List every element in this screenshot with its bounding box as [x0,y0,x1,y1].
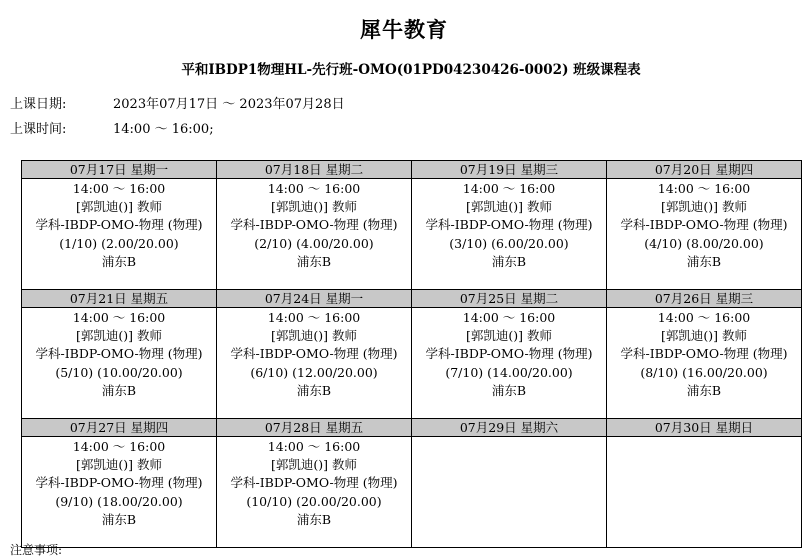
session-time: 14:00 ～ 16:00 [462,310,556,325]
session-location: 浦东B [491,382,527,398]
week-body-row [22,179,802,290]
session-subject: 学科-IBDP-OMO-物理 (物理) [620,346,788,362]
session-time: 14:00 ～ 16:00 [267,439,361,454]
session-subject: 学科-IBDP-OMO-物理 (物理) [35,346,203,362]
day-header: 07月29日 星期六 [412,419,607,437]
session-teacher: [郭凯迪()] 教师 [661,328,747,344]
day-cell [412,308,607,419]
session-subject: 学科-IBDP-OMO-物理 (物理) [620,217,788,233]
session-teacher: [郭凯迪()] 教师 [466,199,552,215]
schedule-subtitle: 平和IBDP1物理HL-先行班-OMO(01PD04230426-0002) 班级课程表 [181,62,641,78]
session-subject: 学科-IBDP-OMO-物理 (物理) [35,475,203,491]
day-header: 07月25日 星期二 [412,290,607,308]
day-cell [22,179,217,290]
session-time: 14:00 ～ 16:00 [72,310,166,325]
session-progress: (8/10) (16.00/20.00) [640,364,768,380]
session-teacher: [郭凯迪()] 教师 [271,457,357,473]
session-location: 浦东B [491,253,527,269]
session-time: 14:00 ～ 16:00 [657,310,751,325]
session-teacher: [郭凯迪()] 教师 [661,199,747,215]
day-cell [22,437,217,548]
session-progress: (5/10) (10.00/20.00) [55,364,183,380]
day-header: 07月17日 星期一 [22,161,217,179]
week-header-row [22,161,802,179]
footer-notes: 注意事项: [10,543,63,557]
session-teacher: [郭凯迪()] 教师 [466,328,552,344]
day-cell [22,308,217,419]
day-header: 07月27日 星期四 [22,419,217,437]
session-location: 浦东B [686,253,722,269]
session-progress: (1/10) (2.00/20.00) [59,235,179,251]
session-progress: (6/10) (12.00/20.00) [250,364,378,380]
day-header: 07月20日 星期四 [607,161,802,179]
session-teacher: [郭凯迪()] 教师 [76,457,162,473]
date-label: 上课日期: [10,97,67,112]
session-subject: 学科-IBDP-OMO-物理 (物理) [35,217,203,233]
session-location: 浦东B [101,253,137,269]
week-body-row [22,308,802,419]
session-teacher: [郭凯迪()] 教师 [76,199,162,215]
session-subject: 学科-IBDP-OMO-物理 (物理) [425,217,593,233]
session-subject: 学科-IBDP-OMO-物理 (物理) [230,217,398,233]
session-progress: (4/10) (8.00/20.00) [644,235,764,251]
week-header-row [22,290,802,308]
session-progress: (2/10) (4.00/20.00) [254,235,374,251]
day-header: 07月19日 星期三 [412,161,607,179]
time-value: 14:00 ～ 16:00; [113,122,214,137]
day-header: 07月30日 星期日 [607,419,802,437]
day-cell [217,437,412,548]
session-subject: 学科-IBDP-OMO-物理 (物理) [425,346,593,362]
day-cell-empty [412,437,607,548]
session-time: 14:00 ～ 16:00 [657,181,751,196]
day-header: 07月26日 星期三 [607,290,802,308]
page-title: 犀牛教育 [360,17,448,42]
session-location: 浦东B [101,382,137,398]
session-location: 浦东B [686,382,722,398]
session-time: 14:00 ～ 16:00 [72,439,166,454]
session-progress: (3/10) (6.00/20.00) [449,235,569,251]
day-header: 07月28日 星期五 [217,419,412,437]
session-progress: (9/10) (18.00/20.00) [55,493,183,509]
session-location: 浦东B [296,253,332,269]
session-teacher: [郭凯迪()] 教师 [271,328,357,344]
day-cell [607,179,802,290]
session-location: 浦东B [296,511,332,527]
day-cell [217,179,412,290]
day-header: 07月24日 星期一 [217,290,412,308]
day-header: 07月18日 星期二 [217,161,412,179]
time-label: 上课时间: [10,122,67,137]
session-progress: (10/10) (20.00/20.00) [246,493,382,509]
session-teacher: [郭凯迪()] 教师 [271,199,357,215]
session-location: 浦东B [296,382,332,398]
session-time: 14:00 ～ 16:00 [72,181,166,196]
session-progress: (7/10) (14.00/20.00) [445,364,573,380]
schedule-table [21,160,802,548]
week-header-row [22,419,802,437]
session-time: 14:00 ～ 16:00 [462,181,556,196]
time-range-row [10,118,214,137]
date-value: 2023年07月17日 ～ 2023年07月28日 [113,97,345,112]
session-subject: 学科-IBDP-OMO-物理 (物理) [230,475,398,491]
session-teacher: [郭凯迪()] 教师 [76,328,162,344]
day-cell [412,179,607,290]
session-location: 浦东B [101,511,137,527]
session-subject: 学科-IBDP-OMO-物理 (物理) [230,346,398,362]
day-cell [217,308,412,419]
session-time: 14:00 ～ 16:00 [267,310,361,325]
date-range-row [10,93,345,112]
day-cell-empty [607,437,802,548]
day-cell [607,308,802,419]
day-header: 07月21日 星期五 [22,290,217,308]
week-body-row [22,437,802,548]
session-time: 14:00 ～ 16:00 [267,181,361,196]
